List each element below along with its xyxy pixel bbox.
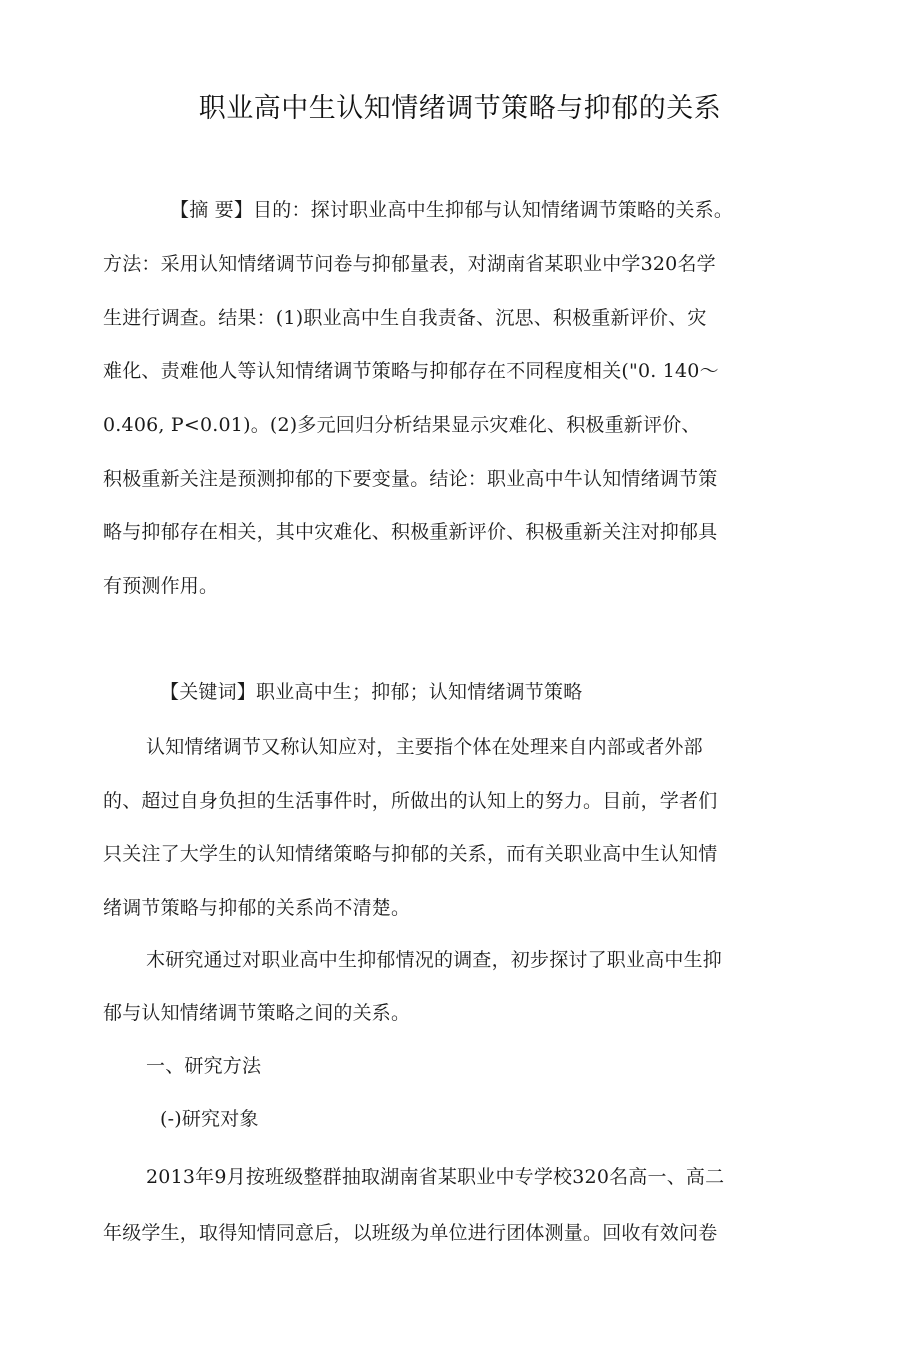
abstract-line: 难化、责难他人等认知情绪调节策略与抑郁存在不同程度相关("0. 140～ (103, 360, 719, 382)
abstract-line: 【摘 要】目的：探讨职业高中生抑郁与认知情绪调节策略的关系。 (170, 199, 734, 221)
keywords: 【关键词】职业高中生；抑郁；认知情绪调节策略 (160, 681, 583, 703)
paragraph-line: 的、超过自身负担的生活事件时，所做出的认知上的努力。目前，学者们 (103, 790, 718, 812)
abstract-line: 0.406, P<0.01)。(2)多元回归分析结果显示灾难化、积极重新评价、 (103, 414, 701, 436)
paragraph-line: 年级学生，取得知情同意后，以班级为单位进行团体测量。回收有效问卷 (103, 1222, 718, 1244)
abstract-line: 有预测作用。 (103, 575, 219, 597)
section-heading: 一、研究方法 (146, 1055, 262, 1077)
paragraph-line: 认知情绪调节又称认知应对，主要指个体在处理来自内部或者外部 (146, 736, 703, 758)
paragraph-line: 绪调节策略与抑郁的关系尚不清楚。 (103, 897, 411, 919)
abstract-line: 生进行调查。结果：(1)职业高中生自我责备、沉思、积极重新评价、灾 (103, 307, 707, 329)
paragraph-line: 木研究通过对职业高中生抑郁情况的调查，初步探讨了职业高中生抑 (146, 949, 723, 971)
abstract-line: 方法：采用认知情绪调节问卷与抑郁量表，对湖南省某职业中学320名学 (103, 253, 716, 275)
subsection-heading: (-)研究对象 (160, 1108, 259, 1130)
paragraph-line: 2013年9月按班级整群抽取湖南省某职业中专学校320名高一、高二 (146, 1166, 725, 1188)
paper-title: 职业高中生认知情绪调节策略与抑郁的关系 (198, 93, 722, 124)
abstract-line: 积极重新关注是预测抑郁的下要变量。结论：职业高中牛认知情绪调节策 (103, 468, 718, 490)
paragraph-line: 郁与认知情绪调节策略之间的关系。 (103, 1002, 411, 1024)
paragraph-line: 只关注了大学生的认知情绪策略与抑郁的关系，而有关职业高中生认知情 (103, 843, 718, 865)
abstract-line: 略与抑郁存在相关，其中灾难化、积极重新评价、积极重新关注对抑郁具 (103, 521, 718, 543)
